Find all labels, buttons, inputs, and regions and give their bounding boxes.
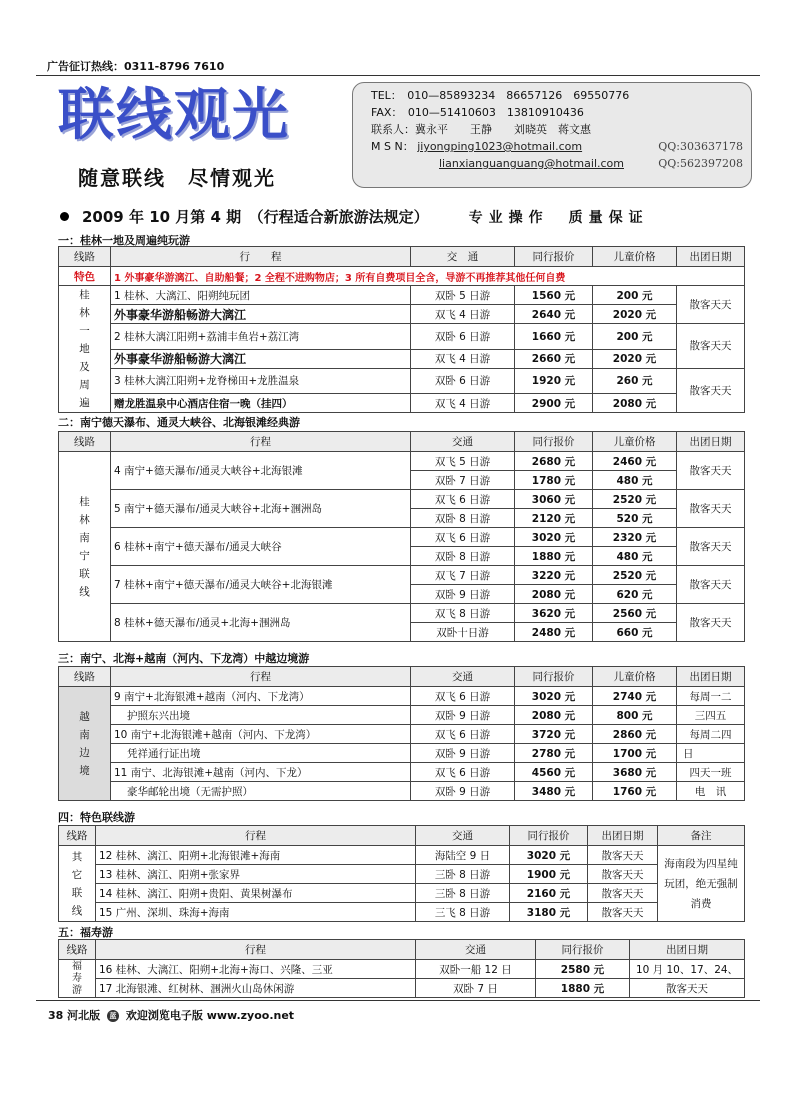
route-cell: 16 桂林、大漓江、阳朔+北海+海口、兴隆、三亚 [96,960,416,979]
footer-rule [36,1000,760,1001]
header-cell: 出团日期 [677,432,745,452]
header-cell: 儿童价格 [593,432,677,452]
date-cell: 散客天天 [677,490,745,528]
price-cell: 2660 元 [515,349,593,368]
transport-cell: 双飞 6 日游 [411,725,515,744]
route-cell: 赠龙胜温泉中心酒店住宿一晚（挂四） [111,394,411,413]
price-cell: 2080 元 [515,706,593,725]
child-price-cell: 200 元 [593,286,677,305]
header-cell: 行程 [96,826,416,846]
bullet-icon [60,212,69,221]
transport-cell: 双卧 6 日游 [411,324,515,350]
date-cell: 散客天天 [677,452,745,490]
transport-cell: 双飞 4 日游 [411,394,515,413]
transport-cell: 三飞 8 日游 [416,903,510,922]
contact-msn-row [371,138,582,156]
child-price-cell: 2740 元 [593,687,677,706]
price-cell: 2780 元 [515,744,593,763]
route-cell: 14 桂林、漓江、阳朔+贵阳、黄果树瀑布 [96,884,416,903]
price-cell: 2580 元 [536,960,630,979]
route-cell: 护照东兴出境 [111,706,411,725]
route-cell: 13 桂林、漓江、阳朔+张家界 [96,865,416,884]
transport-cell: 双飞 6 日游 [411,763,515,782]
table-row [59,706,745,725]
date-cell: 散客天天 [588,884,658,903]
table-row [59,725,745,744]
price-cell: 1560 元 [515,286,593,305]
header-cell: 出团日期 [677,667,745,687]
transport-cell: 双卧十日游 [411,623,515,642]
header-cell: 同行报价 [515,667,593,687]
child-price-cell: 2860 元 [593,725,677,744]
ad-hotline: 广告征订热线：0311-8796 7610 [47,60,225,73]
date-cell: 散客天天 [677,604,745,642]
price-cell: 2160 元 [510,884,588,903]
side-label: 越 南 边 境 [59,687,111,801]
contact-fax: FAX： 010—51410603 13810910436 [371,106,584,119]
side-label: 桂 林 一 地 及 周 遍 [59,286,111,413]
section-2-table [58,431,745,642]
feature-text: 1 外事豪华游漓江、自助船餐；2 全程不进购物店；3 所有自费项目全含，导游不再推荐其他任何自费 [111,267,745,286]
transport-cell: 双卧 9 日游 [411,706,515,725]
route-cell: 12 桂林、漓江、阳朔+北海银滩+海南 [96,846,416,865]
route-cell: 凭祥通行证出境 [111,744,411,763]
price-cell: 3480 元 [515,782,593,801]
table-header-row [59,432,745,452]
table-row [59,744,745,763]
transport-cell: 海陆空 9 日 [416,846,510,865]
route-cell: 6 桂林+南宁+德天瀑布/通灵大峡谷 [111,528,411,566]
child-price-cell: 1760 元 [593,782,677,801]
child-price-cell: 480 元 [593,547,677,566]
date-cell: 散客天天 [630,979,745,998]
header-cell: 行程 [111,432,411,452]
child-price-cell: 2520 元 [593,566,677,585]
price-cell: 1660 元 [515,324,593,350]
transport-cell: 双飞 6 日游 [411,490,515,509]
child-price-cell: 620 元 [593,585,677,604]
route-cell: 1 桂林、大漓江、阳朔纯玩团 [111,286,411,305]
section-4-table [58,825,745,922]
transport-cell: 双飞 8 日游 [411,604,515,623]
issue-title: 2009 年 10 月第 4 期 （行程适合新旅游法规定） [82,208,429,226]
date-cell: 每周二四 [677,725,745,744]
date-cell: 三四五 [677,706,745,725]
date-cell: 散客天天 [677,528,745,566]
date-cell: 电 讯 [677,782,745,801]
price-cell: 1920 元 [515,368,593,394]
transport-cell: 双飞 7 日游 [411,566,515,585]
table-row [59,687,745,706]
remark-cell: 海南段为四星纯玩团，绝无强制消费 [658,846,745,922]
table-row [59,763,745,782]
header-cell: 行程 [96,940,416,960]
child-price-cell: 2560 元 [593,604,677,623]
price-cell: 3720 元 [515,725,593,744]
date-cell: 散客天天 [677,324,745,369]
contact-box [352,82,752,188]
child-price-cell: 260 元 [593,368,677,394]
route-cell: 15 广州、深圳、珠海+海南 [96,903,416,922]
header-cell: 出团日期 [677,247,745,267]
page-number: 38 [48,1009,64,1022]
edition-label: 河北版 [67,1009,101,1022]
date-cell: 散客天天 [588,903,658,922]
table-row [59,865,745,884]
child-price-cell: 2020 元 [593,305,677,324]
qq-2: QQ:562397208 [658,157,743,170]
child-price-cell: 200 元 [593,324,677,350]
date-cell: 散客天天 [677,566,745,604]
header-cell: 行程 [111,667,411,687]
table-row [59,979,745,998]
price-cell: 2640 元 [515,305,593,324]
child-price-cell: 1700 元 [593,744,677,763]
price-cell: 2900 元 [515,394,593,413]
header-cell: 交通 [416,940,536,960]
price-cell: 3020 元 [515,528,593,547]
price-cell: 3620 元 [515,604,593,623]
price-cell: 1900 元 [510,865,588,884]
price-cell: 2120 元 [515,509,593,528]
table-row [59,782,745,801]
transport-cell: 双卧 7 日游 [411,471,515,490]
header-cell: 线路 [59,432,111,452]
header-cell: 交 通 [411,247,515,267]
transport-cell: 双卧 9 日游 [411,744,515,763]
contact-people: 联系人：冀永平 王静 刘晓英 蒋文惠 [371,123,591,136]
header-cell: 出团日期 [588,826,658,846]
header-cell: 交通 [411,667,515,687]
child-price-cell: 800 元 [593,706,677,725]
transport-cell: 双飞 6 日游 [411,687,515,706]
date-cell: 10 月 10、17、24、 [630,960,745,979]
date-cell: 散客天天 [677,368,745,413]
feature-label: 特色 [59,267,111,286]
route-cell: 10 南宁+北海银滩+越南（河内、下龙湾） [111,725,411,744]
route-cell: 2 桂林大漓江阳朔+荔浦丰鱼岩+荔江湾 [111,324,411,350]
header-cell: 线路 [59,247,111,267]
header-cell: 出团日期 [630,940,745,960]
section-1-title: 一：桂林一地及周遍纯玩游 [58,234,190,247]
date-cell: 每周一二 [677,687,745,706]
footer-url[interactable]: www.zyoo.net [206,1009,295,1022]
table-row [59,349,745,368]
contact-tel: TEL： 010—85893234 86657126 69550776 [371,89,630,102]
header-cell: 同行报价 [510,826,588,846]
section-1-table [58,246,745,413]
header-cell: 备注 [658,826,745,846]
transport-cell: 双卧 9 日游 [411,782,515,801]
transport-cell: 双卧 6 日游 [411,368,515,394]
side-label: 桂 林 南 宁 联 线 [59,452,111,642]
route-cell: 外事豪华游船畅游大漓江 [111,349,411,368]
price-cell: 2080 元 [515,585,593,604]
section-5-title: 五：福寿游 [58,926,113,939]
msn-link-2[interactable]: lianxianguanguang@hotmail.com [439,157,624,170]
table-row [59,604,745,623]
transport-cell: 双飞 4 日游 [411,349,515,368]
feature-row [59,267,745,286]
table-row [59,368,745,394]
transport-cell: 三卧 8 日游 [416,884,510,903]
transport-cell: 双卧 7 日 [416,979,536,998]
route-cell: 外事豪华游船畅游大漓江 [111,305,411,324]
contact-msn-row-2 [439,155,624,173]
route-cell: 7 桂林+南宁+德天瀑布/通灵大峡谷+北海银滩 [111,566,411,604]
header-cell: 同行报价 [515,247,593,267]
footer-text: 欢迎浏览电子版 [125,1009,203,1022]
section-5-table [58,939,745,998]
table-row [59,884,745,903]
header-cell: 行 程 [111,247,411,267]
route-cell: 11 南宁、北海银滩+越南（河内、下龙） [111,763,411,782]
price-cell: 3020 元 [515,687,593,706]
logo-title: 联线观光 [58,82,290,148]
badge-icon: 蓝 [107,1010,119,1022]
route-cell: 17 北海银滩、红树林、涠洲火山岛休闲游 [96,979,416,998]
child-price-cell: 2320 元 [593,528,677,547]
header-cell: 线路 [59,826,96,846]
header-cell: 交通 [416,826,510,846]
route-cell: 9 南宁+北海银滩+越南（河内、下龙湾） [111,687,411,706]
table-header-row [59,667,745,687]
child-price-cell: 660 元 [593,623,677,642]
table-row [59,846,745,865]
route-cell: 豪华邮轮出境（无需护照） [111,782,411,801]
child-price-cell: 520 元 [593,509,677,528]
price-cell: 3020 元 [510,846,588,865]
transport-cell: 双卧 5 日游 [411,286,515,305]
table-row [59,286,745,305]
date-cell: 散客天天 [677,286,745,324]
route-cell: 5 南宁+德天瀑布/通灵大峡谷+北海+涠洲岛 [111,490,411,528]
price-cell: 4560 元 [515,763,593,782]
slogan: 随意联线 尽情观光 [78,166,276,190]
header-cell: 交通 [411,432,515,452]
transport-cell: 双飞 5 日游 [411,452,515,471]
table-row [59,528,745,547]
price-cell: 3220 元 [515,566,593,585]
date-cell: 散客天天 [588,865,658,884]
section-2-title: 二：南宁德天瀑布、通灵大峡谷、北海银滩经典游 [58,416,300,429]
route-cell: 4 南宁+德天瀑布/通灵大峡谷+北海银滩 [111,452,411,490]
route-cell: 3 桂林大漓江阳朔+龙脊梯田+龙胜温泉 [111,368,411,394]
header-cell: 同行报价 [515,432,593,452]
transport-cell: 双卧 9 日游 [411,585,515,604]
price-cell: 1880 元 [536,979,630,998]
table-row [59,490,745,509]
section-3-title: 三：南宁、北海+越南（河内、下龙湾）中越边境游 [58,652,310,665]
transport-cell: 双卧一船 12 日 [416,960,536,979]
top-rule [36,75,760,76]
table-header-row [59,940,745,960]
transport-cell: 双卧 8 日游 [411,509,515,528]
issue-title-row [82,206,649,227]
transport-cell: 双飞 4 日游 [411,305,515,324]
transport-cell: 双卧 8 日游 [411,547,515,566]
section-3-table [58,666,745,801]
date-cell: 日 [677,744,745,763]
child-price-cell: 2020 元 [593,349,677,368]
table-row [59,960,745,979]
price-cell: 2480 元 [515,623,593,642]
table-header-row [59,826,745,846]
table-row [59,566,745,585]
table-row [59,305,745,324]
side-label: 福 寿 游 [59,960,96,998]
child-price-cell: 2460 元 [593,452,677,471]
section-4-title: 四：特色联线游 [58,811,135,824]
price-cell: 1880 元 [515,547,593,566]
child-price-cell: 2080 元 [593,394,677,413]
msn-label: M S N： [371,140,414,153]
table-row [59,324,745,350]
table-row [59,452,745,471]
transport-cell: 双飞 6 日游 [411,528,515,547]
header-cell: 同行报价 [536,940,630,960]
header-cell: 儿童价格 [593,247,677,267]
issue-subtitle: 专业操作 质量保证 [468,210,649,226]
table-row [59,903,745,922]
price-cell: 3060 元 [515,490,593,509]
header-cell: 线路 [59,940,96,960]
price-cell: 2680 元 [515,452,593,471]
child-price-cell: 480 元 [593,471,677,490]
table-header-row [59,247,745,267]
price-cell: 3180 元 [510,903,588,922]
price-cell: 1780 元 [515,471,593,490]
route-cell: 8 桂林+德天瀑布/通灵+北海+涠洲岛 [111,604,411,642]
date-cell: 散客天天 [588,846,658,865]
table-row [59,394,745,413]
header-cell: 线路 [59,667,111,687]
msn-link-1[interactable]: jiyongping1023@hotmail.com [417,140,583,153]
qq-1: QQ:303637178 [658,140,743,153]
child-price-cell: 3680 元 [593,763,677,782]
date-cell: 四天一班 [677,763,745,782]
child-price-cell: 2520 元 [593,490,677,509]
footer [48,1007,294,1023]
transport-cell: 三卧 8 日游 [416,865,510,884]
header-cell: 儿童价格 [593,667,677,687]
side-label: 其 它 联 线 [59,846,96,922]
